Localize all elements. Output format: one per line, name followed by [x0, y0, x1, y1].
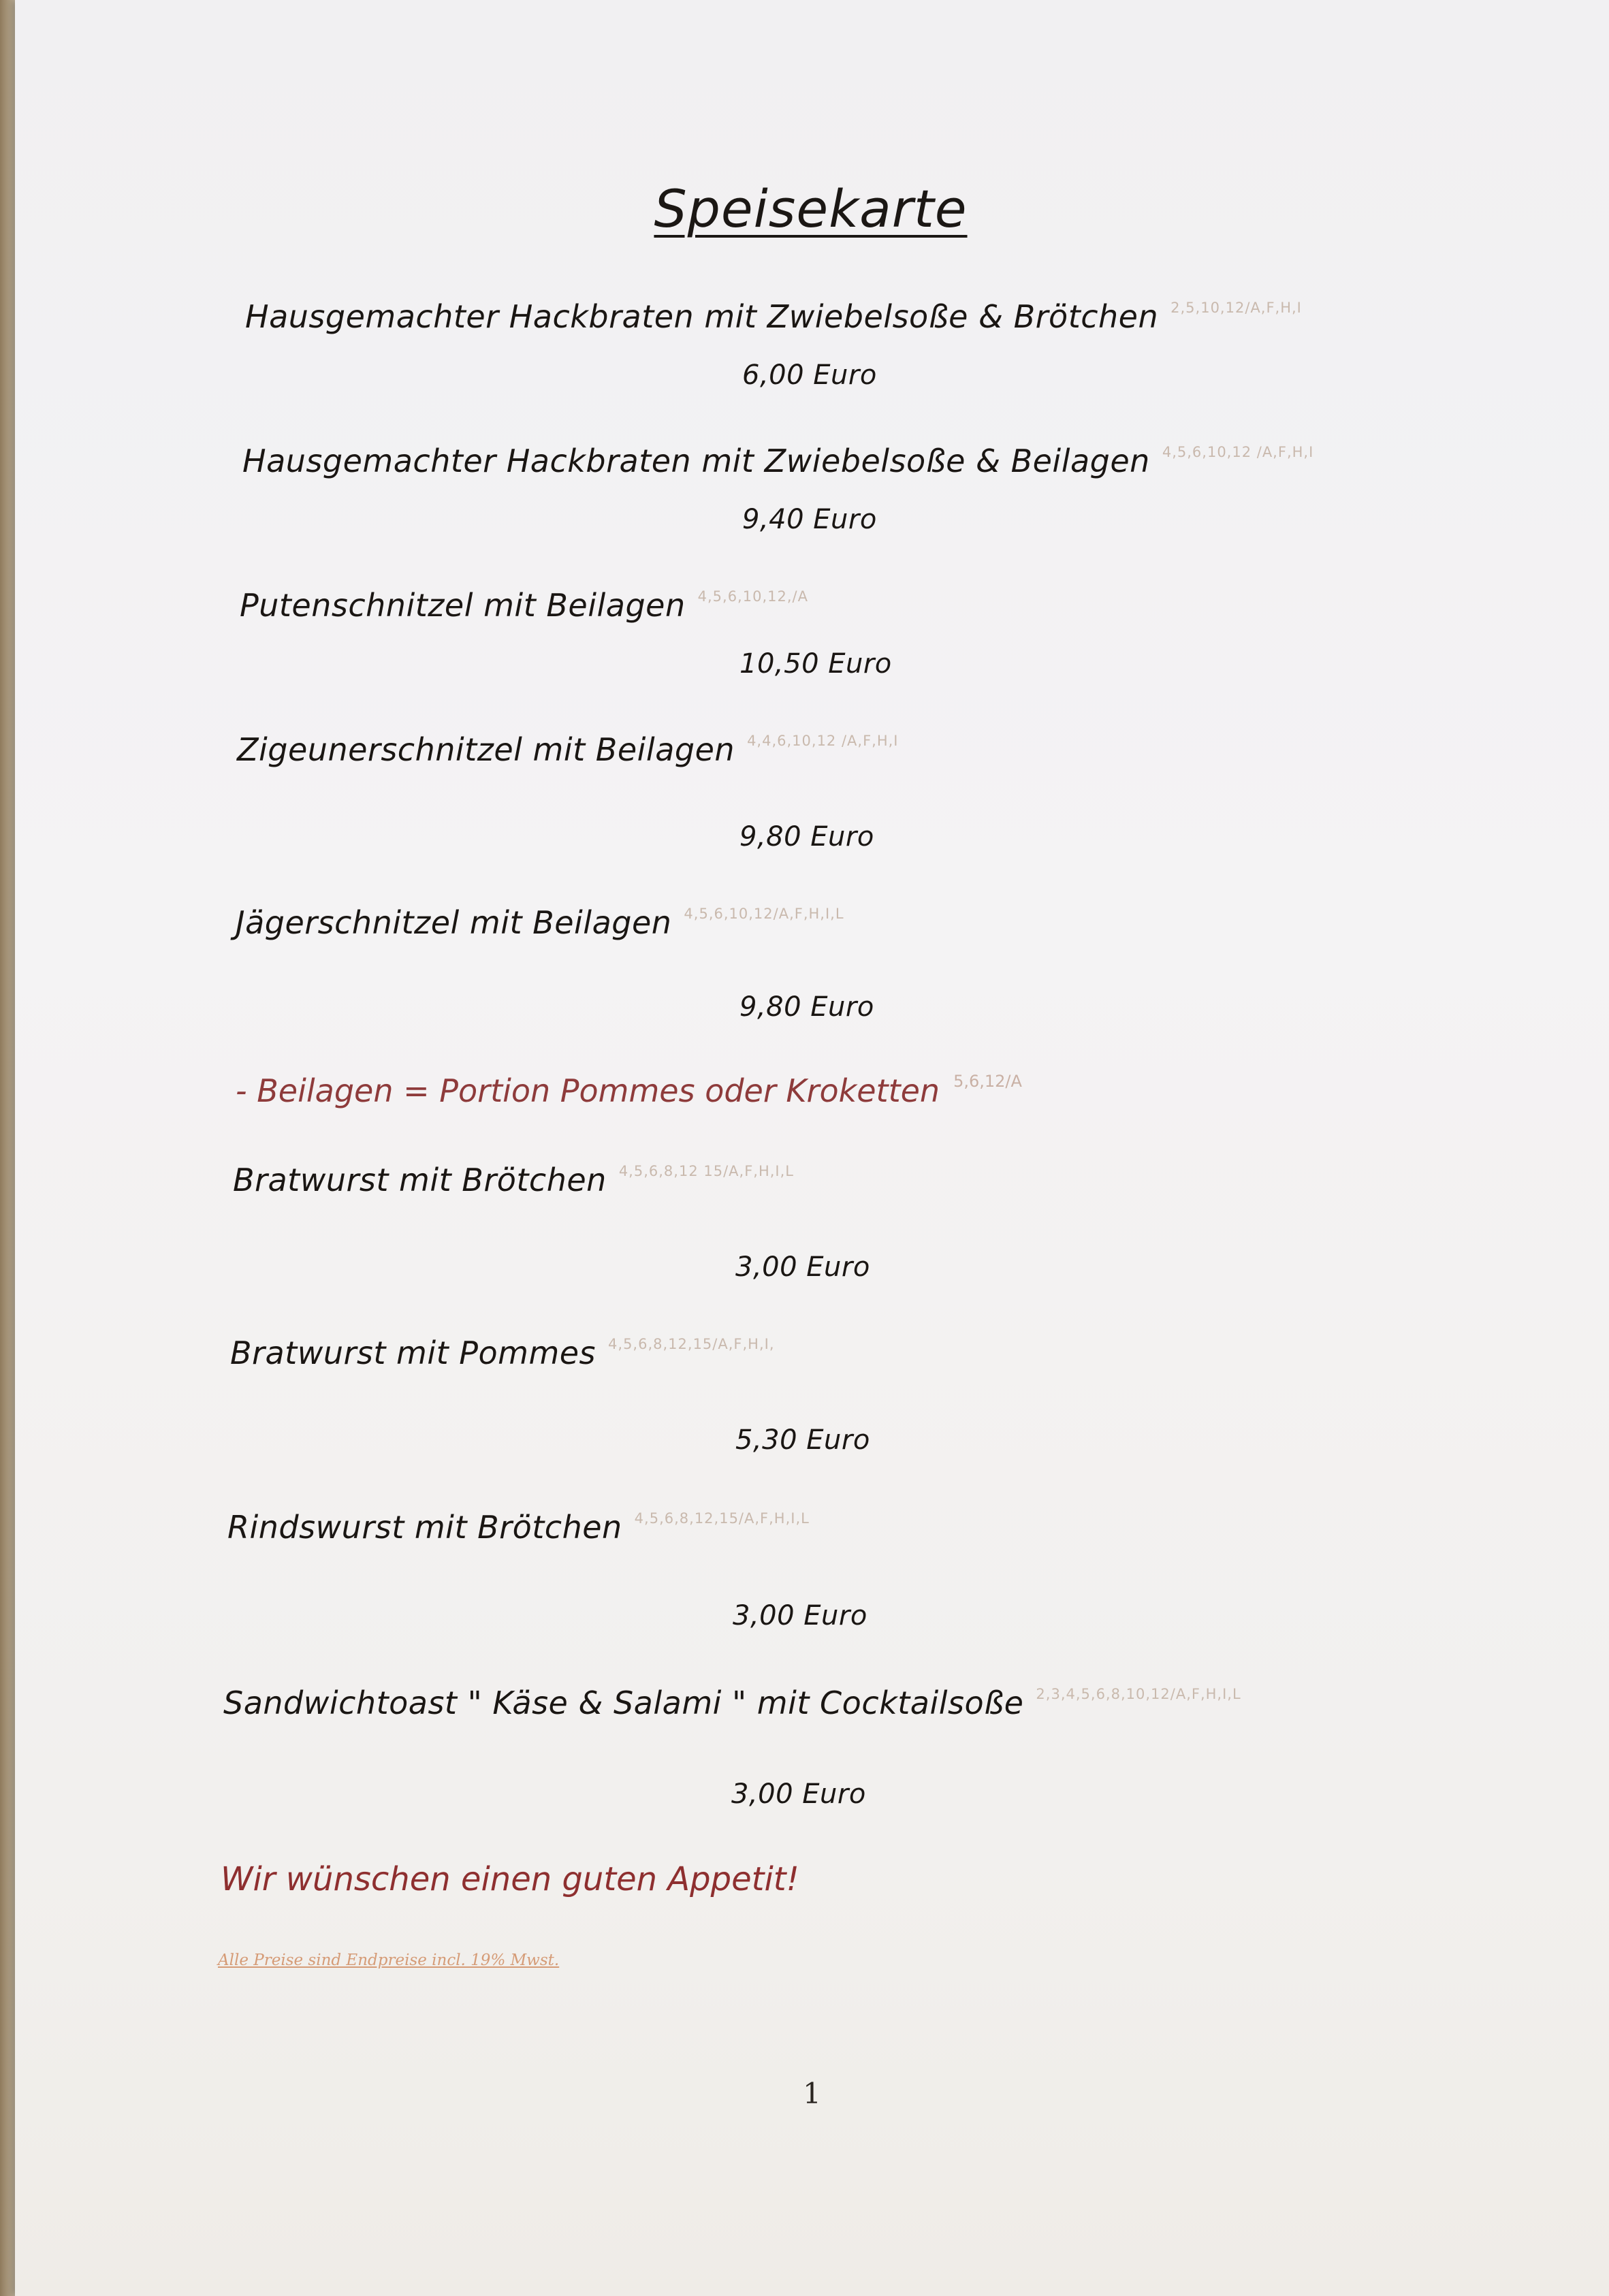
menu-item-bratwurst-broetchen	[233, 1162, 794, 1198]
allergen-codes: 2,3,4,5,6,8,10,12/A,F,H,I,L	[1036, 1686, 1241, 1702]
price: 9,80 Euro	[739, 821, 874, 852]
allergen-codes: 4,5,6,10,12/A,F,H,I,L	[684, 906, 844, 922]
menu-item-sandwichtoast	[223, 1685, 1241, 1721]
side-dish-note-text: - Beilagen = Portion Pommes oder Kroketten	[236, 1072, 940, 1109]
page-number: 1	[803, 2077, 821, 2110]
dish-name: Jägerschnitzel mit Beilagen	[236, 904, 672, 941]
allergen-codes: 4,5,6,10,12,/A	[697, 588, 808, 605]
menu-item-hackbraten-beilagen	[242, 443, 1313, 479]
allergen-codes: 5,6,12/A	[953, 1072, 1022, 1091]
menu-item-hackbraten-broetchen	[245, 298, 1302, 335]
menu-item-bratwurst-pommes	[230, 1335, 775, 1371]
allergen-codes: 4,5,6,8,12,15/A,F,H,I,L	[634, 1510, 810, 1527]
price: 3,00 Euro	[733, 1600, 867, 1631]
allergen-codes: 4,5,6,8,12,15/A,F,H,I,	[608, 1336, 775, 1352]
dish-name: Bratwurst mit Pommes	[230, 1335, 596, 1371]
menu-item-zigeunerschnitzel	[237, 731, 899, 768]
dish-name: Bratwurst mit Brötchen	[233, 1162, 607, 1198]
menu-page	[15, 0, 1609, 2296]
tax-footnote: Alle Preise sind Endpreise incl. 19% Mwst.	[218, 1951, 560, 1969]
allergen-codes: 4,5,6,10,12 /A,F,H,I	[1162, 444, 1314, 460]
dish-name: Putenschnitzel mit Beilagen	[240, 587, 686, 624]
allergen-codes: 2,5,10,12/A,F,H,I	[1170, 300, 1302, 316]
closing-greeting: Wir wünschen einen guten Appetit!	[221, 1860, 799, 1898]
dish-name: Hausgemachter Hackbraten mit Zwiebelsoße & Brötchen	[245, 298, 1159, 335]
price: 5,30 Euro	[735, 1424, 870, 1456]
dish-name: Hausgemachter Hackbraten mit Zwiebelsoße & Beilagen	[242, 443, 1150, 479]
page-title: Speisekarte	[654, 178, 968, 239]
price: 3,00 Euro	[731, 1779, 866, 1810]
price: 9,40 Euro	[742, 504, 877, 535]
menu-item-jaegerschnitzel	[236, 904, 844, 941]
dish-name: Rindswurst mit Brötchen	[227, 1509, 622, 1546]
menu-item-rindswurst	[227, 1509, 810, 1546]
price: 6,00 Euro	[742, 360, 877, 391]
price: 3,00 Euro	[735, 1251, 870, 1283]
dish-name: Zigeunerschnitzel mit Beilagen	[237, 731, 735, 768]
dish-name: Sandwichtoast " Käse & Salami " mit Cocktailsoße	[223, 1685, 1024, 1721]
allergen-codes: 4,5,6,8,12 15/A,F,H,I,L	[618, 1163, 794, 1179]
price: 9,80 Euro	[739, 991, 874, 1023]
menu-item-putenschnitzel	[240, 587, 808, 624]
price: 10,50 Euro	[739, 648, 892, 680]
side-dish-note	[236, 1072, 1022, 1109]
allergen-codes: 4,4,6,10,12 /A,F,H,I	[747, 733, 899, 749]
